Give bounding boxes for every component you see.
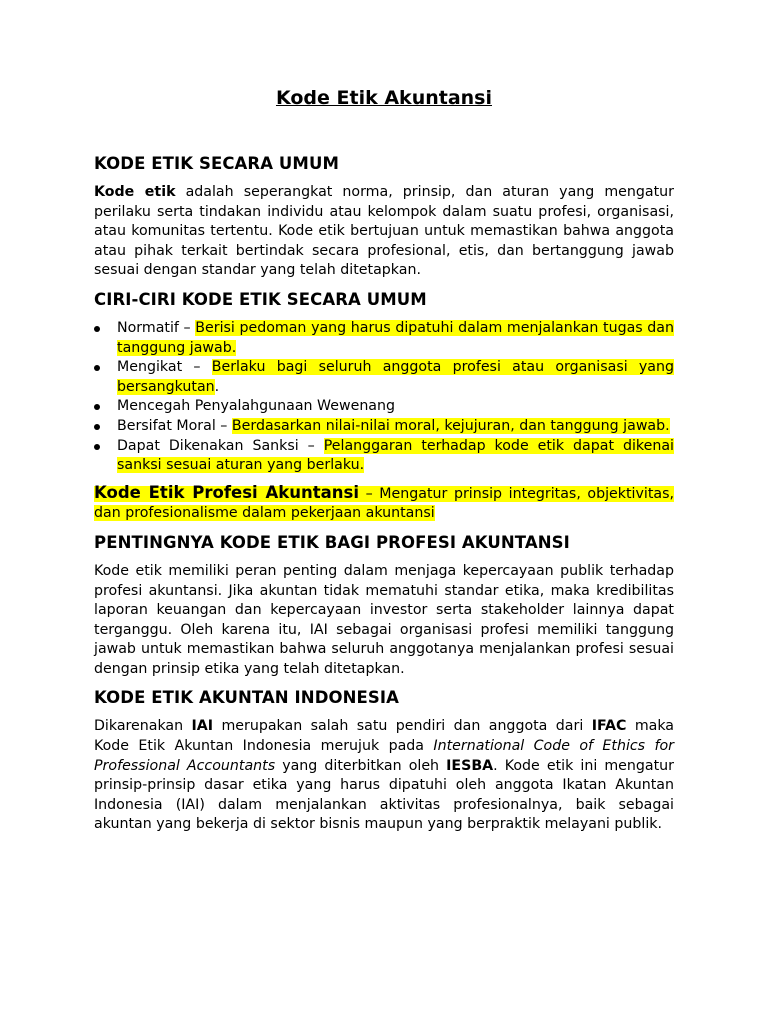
heading-kode-etik-umum: KODE ETIK SECARA UMUM (94, 154, 339, 173)
kode-etik-definition-text: adalah seperangkat norma, prinsip, dan aturan yang mengatur perilaku serta tindakan individu atau kelompok dalam suatu profesi, organisasi, atau komunitas tertentu. Kode etik bertujuan untuk memastikan bahwa anggota atau pihak terkait bertindak secara profesional, etis, dan bertanggung jawab sesuai dengan standar yang telah ditetapkan. (94, 184, 674, 279)
kode-etik-definition (94, 183, 674, 281)
heading-kode-etik-akuntan-indonesia: KODE ETIK AKUNTAN INDONESIA (94, 688, 399, 708)
kode-etik-profesi-akuntansi (94, 483, 674, 524)
document-title: Kode Etik Akuntansi (275, 87, 492, 109)
list-item (94, 397, 674, 417)
bullet-icon (94, 424, 100, 430)
bullet-icon (94, 404, 100, 410)
profesi-text: – Mengatur prinsip integritas, objektivitas, dan profesionalisme dalam pekerjaan akuntansi (94, 485, 674, 522)
code-of-ethics-title: International Code of Ethics for Professional Accountants (94, 738, 674, 774)
item-term: Dapat Dikenakan Sanksi – (117, 437, 324, 454)
list-item (94, 358, 674, 397)
heading-pentingnya: PENTINGNYA KODE ETIK BAGI PROFESI AKUNTANSI (94, 532, 570, 552)
bullet-icon (94, 326, 100, 332)
list-item (94, 417, 674, 437)
list-item (94, 437, 674, 476)
heading-ciri-ciri: CIRI-CIRI KODE ETIK SECARA UMUM (94, 289, 427, 309)
item-description: Berlaku bagi seluruh anggota profesi atau organisasi yang bersangkutan (117, 359, 674, 395)
ciri-ciri-list (94, 319, 674, 476)
item-term: Normatif – (117, 319, 196, 336)
list-item (94, 319, 674, 358)
text-segment: maka Kode Etik Akuntan Indonesia merujuk pada (94, 718, 675, 755)
bullet-icon (94, 444, 100, 450)
item-description: Berdasarkan nilai-nilai moral, kejujuran, dan tanggung jawab. (231, 417, 670, 434)
pentingnya-paragraph: Kode etik memiliki peran penting dalam menjaga kepercayaan publik terhadap profesi akuntansi. Jika akuntan tidak mematuhi standar etika, maka kredibilitas laporan keuangan dan kepercayaan investor serta stakeholder lainnya dapat terganggu. Oleh karena itu, IAI sebagai organisasi profesi memiliki tanggung jawab untuk memastikan bahwa seluruh anggotanya menjalankan profesi sesuai dengan prinsip etika yang telah ditetapkan. (94, 562, 674, 677)
text-segment: merupakan salah satu pendiri dan anggota dari (213, 718, 592, 735)
kode-etik-term: Kode etik (94, 184, 176, 200)
text-segment: yang diterbitkan oleh (275, 757, 447, 774)
text-segment: Dikarenakan (94, 718, 192, 735)
item-suffix: . (214, 378, 220, 395)
text-segment: . Kode etik ini mengatur prinsip-prinsip dasar etika yang harus dipatuhi oleh anggota Ikatan Akuntan Indonesia (IAI) dalam menjalankan aktivitas profesionalnya, baik sebagai akuntan yang bekerja di sektor bisnis maupun yang berpraktik melayani publik. (94, 757, 674, 833)
bullet-icon (94, 365, 100, 371)
iai-term: IAI (191, 718, 214, 735)
profesi-label: Kode Etik Profesi Akuntansi (94, 482, 360, 502)
item-description: Pelanggaran terhadap kode etik dapat dikenai sanksi sesuai aturan yang berlaku. (117, 437, 674, 474)
iesba-term: IESBA (446, 757, 494, 774)
akuntan-indonesia-paragraph (94, 717, 674, 835)
item-term: Mengikat – (117, 359, 212, 376)
item-term: Mencegah Penyalahgunaan Wewenang (117, 398, 395, 415)
item-description: Berisi pedoman yang harus dipatuhi dalam menjalankan tugas dan tanggung jawab. (117, 319, 674, 356)
ifac-term: IFAC (591, 718, 627, 735)
item-term: Bersifat Moral – (117, 417, 232, 434)
